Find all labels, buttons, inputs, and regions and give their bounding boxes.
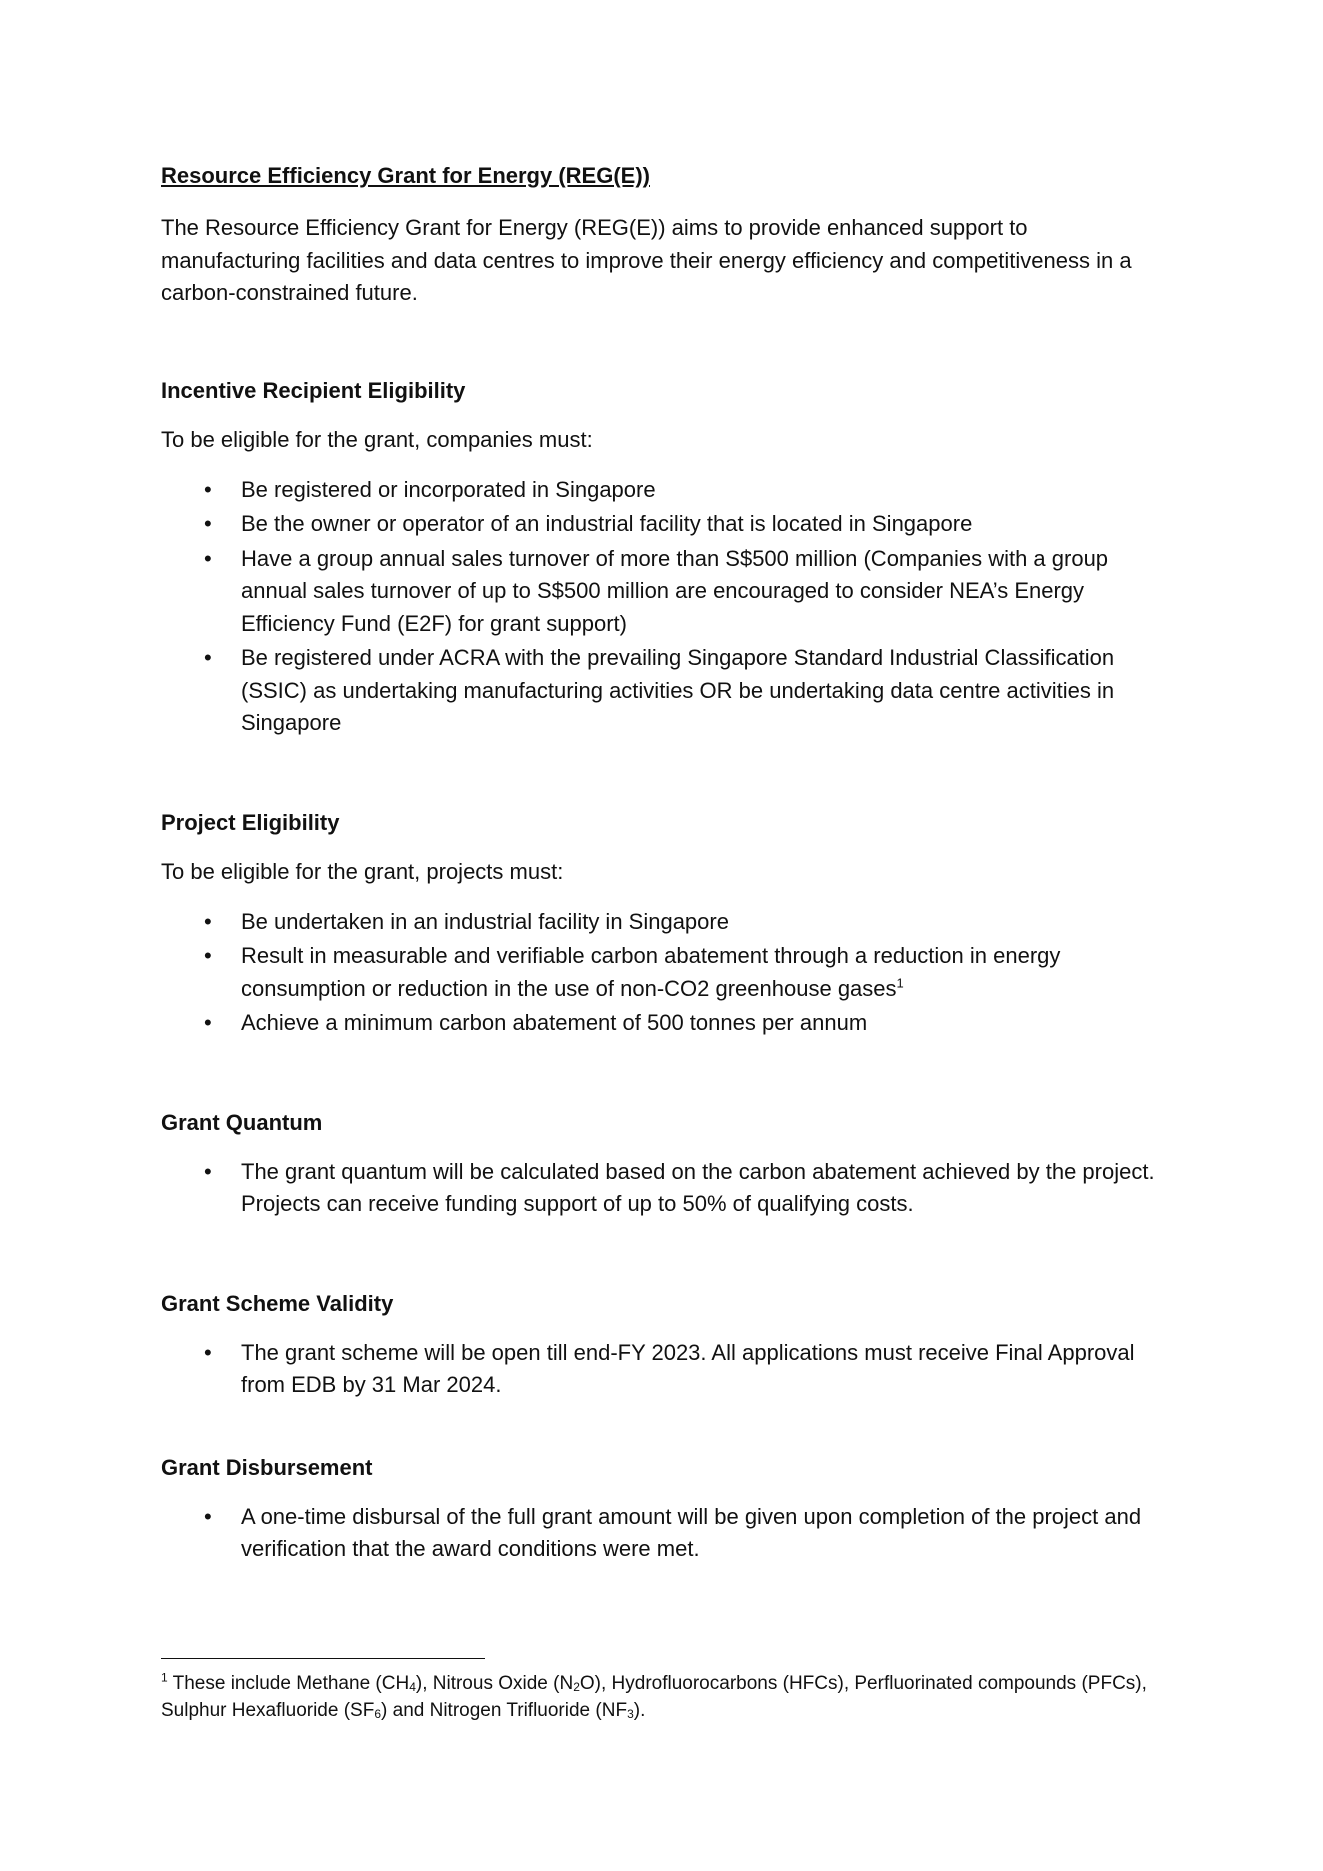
bullet-list (161, 474, 1173, 740)
bullet-icon: • (204, 1339, 212, 1365)
bullet-list (161, 1501, 1173, 1566)
section-grant-disbursement (161, 1452, 1173, 1566)
spacer (161, 1042, 1173, 1107)
list-item: • The grant quantum will be calculated based on the carbon abatement achieved by the project. Projects can receive funding support of up to 50% of qualifying costs. (161, 1156, 1173, 1221)
bullet-icon: • (204, 645, 212, 670)
footnote: $^1$ These include Methane $(CH_4)$, Nitrous Oxide $(N_2O)$, Hydrofluorocarbons (HFCs), Perfluorinated compounds (PFCs), Sulphur Hexafluoride $(SF_6)$ and Nitrogen Trifluoride $(NF_3)$. (161, 1670, 1147, 1721)
section-heading: Grant Scheme Validity (161, 1290, 394, 1316)
list-item: • Be the owner or operator of an industrial facility that is located in Singapore (161, 508, 1173, 541)
bullet-icon: • (204, 1158, 212, 1184)
spacer (161, 1223, 1173, 1288)
section-heading: Grant Quantum (161, 1109, 323, 1135)
section-lead: To be eligible for the grant, projects must: (161, 858, 564, 884)
bullet-icon: • (204, 908, 212, 934)
bullet-icon: • (204, 511, 212, 536)
section-project-eligibility (161, 807, 1173, 1040)
spacer (161, 742, 1173, 807)
bullet-icon: • (204, 1503, 212, 1529)
section-heading: Project Eligibility (161, 809, 340, 835)
footnote-reference: 1 (896, 975, 904, 991)
list-item: • Be undertaken in an industrial facility in Singapore (161, 906, 1173, 939)
section-lead: To be eligible for the grant, companies must: (161, 426, 593, 452)
list-item: • The grant scheme will be open till end-FY 2023. All applications must receive Final Approval from EDB by 31 Mar 2024. (161, 1337, 1173, 1402)
spacer (161, 310, 1173, 375)
bullet-list (161, 906, 1173, 1040)
list-item: • Be registered or incorporated in Singapore (161, 474, 1173, 507)
bullet-icon: • (204, 545, 212, 571)
list-item: • Achieve a minimum carbon abatement of 500 tonnes per annum (161, 1007, 1173, 1040)
bullet-icon: • (204, 476, 212, 502)
section-grant-quantum (161, 1107, 1173, 1221)
section-heading: Incentive Recipient Eligibility (161, 377, 466, 403)
bullet-icon: • (204, 943, 212, 968)
list-item: • Have a group annual sales turnover of more than S$500 million (Companies with a group annual sales turnover of up to S$500 million are encouraged to consider NEA’s Energy Efficiency Fund (E2F) for grant support) (161, 543, 1173, 641)
list-item: • Be registered under ACRA with the prevailing Singapore Standard Industrial Classification (SSIC) as undertaking manufacturing activities OR be undertaking data centre activities in Singapore (161, 642, 1173, 740)
document-title: Resource Efficiency Grant for Energy (REG(E)) (161, 163, 650, 188)
list-item: • Result in measurable and verifiable carbon abatement through a reduction in energy consumption or reduction in the use of non-CO2 greenhouse gases$^1$ (161, 940, 1173, 1005)
bullet-icon: • (204, 1010, 212, 1035)
section-heading: Grant Disbursement (161, 1454, 373, 1480)
footnote-marker: 1 (161, 1670, 168, 1685)
section-recipient-eligibility (161, 375, 1173, 740)
bullet-list (161, 1156, 1173, 1221)
footnote-divider (161, 1658, 485, 1659)
spacer (161, 1404, 1173, 1452)
intro-paragraph: The Resource Efficiency Grant for Energy (REG(E)) aims to provide enhanced support to manufacturing facilities and data centres to improve their energy efficiency and competitiveness in a carbon-constrained future. (161, 215, 1132, 305)
section-grant-validity (161, 1288, 1173, 1402)
bullet-list (161, 1337, 1173, 1402)
list-item: • A one-time disbursal of the full grant amount will be given upon completion of the project and verification that the award conditions were met. (161, 1501, 1173, 1566)
